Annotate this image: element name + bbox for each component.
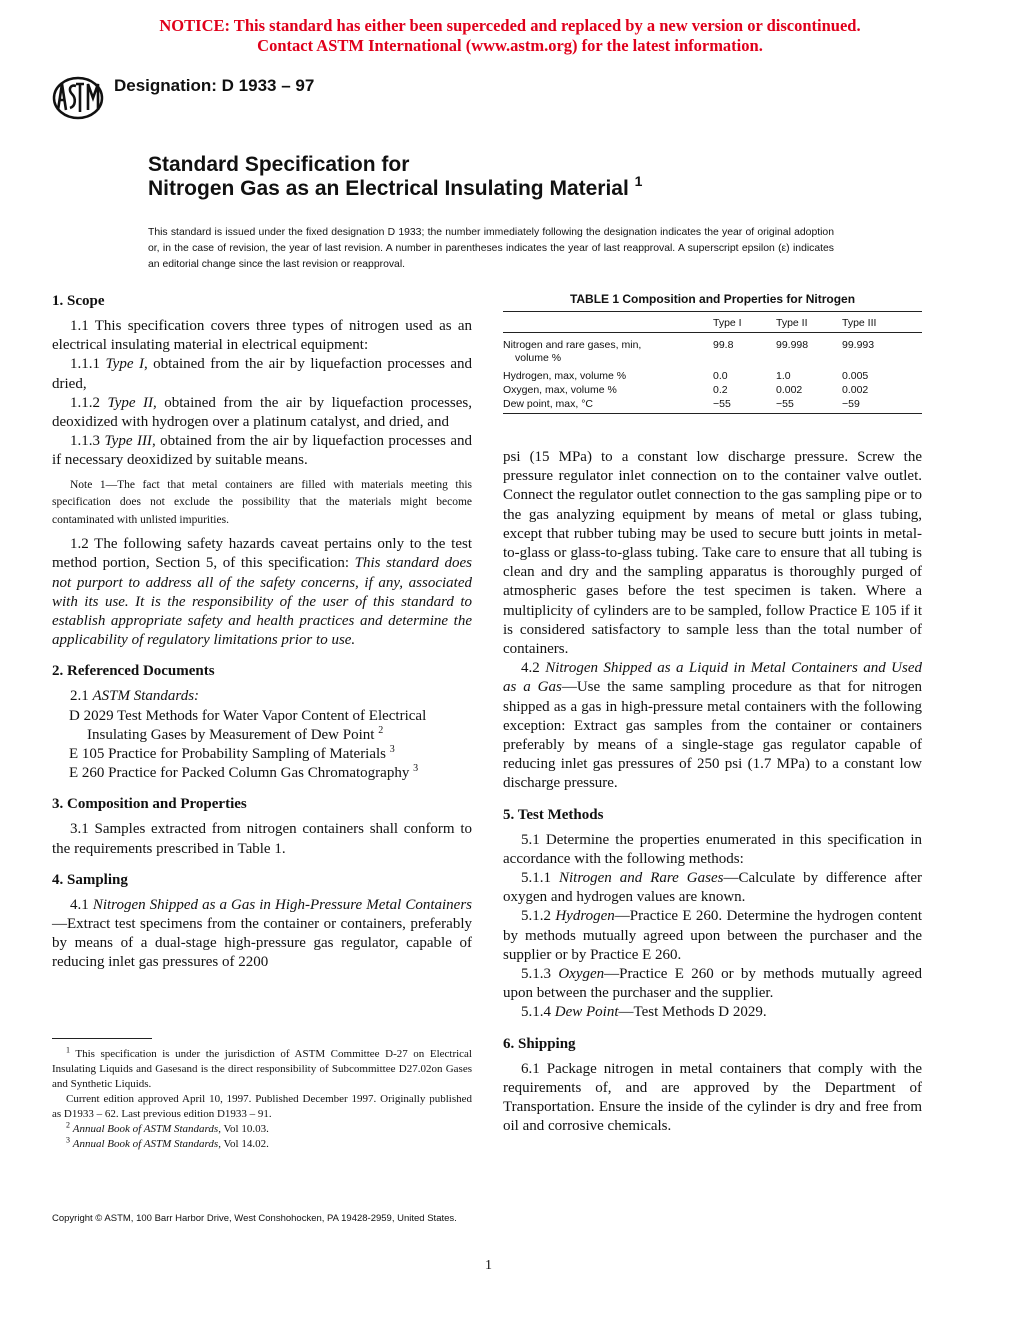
- copyright: Copyright © ASTM, 100 Barr Harbor Drive, West Conshohocken, PA 19428-2959, United States.: [52, 1213, 457, 1224]
- section-3-heading: 3. Composition and Properties: [52, 796, 247, 813]
- issue-note: This standard is issued under the fixed designation D 1933; the number immediately following the designation indicates the year of original adoption or, in the case of revision, the year of last revision. A number in parentheses indicates the year of last reapproval. A superscript epsilon (ε) indicates an editorial change since the last revision or reapproval.: [148, 227, 834, 270]
- cell-type-3: 0.005: [842, 370, 869, 382]
- para-5-1-4: 5.1.4 Dew Point—Test Methods D 2029.: [521, 1004, 767, 1021]
- ref-e105: E 105 Practice for Probability Sampling of Materials $^3$: [69, 743, 395, 762]
- section-4-heading: 4. Sampling: [52, 871, 128, 888]
- table-header-type-3: Type III: [842, 317, 877, 329]
- table-header-row: [503, 312, 922, 332]
- ref-e260: E 260 Practice for Packed Column Gas Chromatography $^3$: [69, 763, 419, 782]
- footnote-divider: [52, 1038, 152, 1039]
- para-1-1-1: 1.1.1 Type I, obtained from the air by liquefaction processes and dried,: [52, 356, 473, 392]
- cell-type-3: 99.993: [842, 339, 875, 351]
- para-4-1-cont: psi (15 MPa) to a constant low discharge pressure. Screw the pressure regulator inlet connection on to the container valve outlet. Connect the regulator outlet connection to the gas sampling pipe or to the gas analyzing equipment by means of metal or glass tubing, except that rubber tubing may be used to secure butt joints in metal-to-glass or glass-to-glass tubing. Take care to ensure that all tubing is clean and dry and the sampling apparatus is thoroughly purged of atmospheric gases before the test specimen is taken. Where a multiplicity of cylinders are to be sampled, follow Practice E 105 if it is considered satisfactory to sample less than the total number of containers.: [503, 449, 922, 658]
- footnote-1: $^1$ This specification is under the jurisdiction of ASTM Committee D-27 on Electrical Insulating Liquids and Gasesand is the direct responsibility of Subcommittee D27.02on Gases and Synthetic Liquids.: [52, 1045, 472, 1090]
- cell-type-1: 0.2: [713, 384, 728, 396]
- row-label: Nitrogen and rare gases, min,: [503, 339, 642, 351]
- para-5-1: 5.1 Determine the properties enumerated in this specification in accordance with the following methods:: [503, 831, 922, 867]
- designation: Designation: D 1933 – 97: [114, 76, 315, 95]
- left-column: [52, 292, 472, 973]
- row-label-cont: volume %: [515, 352, 562, 364]
- note-1: Note 1—The fact that metal containers are filled with materials meeting this specification does not exclude the possibility that the materials might become contaminated with unlisted impurities.: [52, 478, 472, 526]
- cell-type-2: −55: [776, 398, 794, 410]
- section-2-heading: 2. Referenced Documents: [52, 663, 215, 680]
- page-number: 1: [485, 1258, 492, 1273]
- cell-type-1: 99.8: [713, 339, 734, 351]
- footnote-2: $^2$ Annual Book of ASTM Standards, Vol 10.03.: [66, 1120, 269, 1135]
- para-5-1-1: 5.1.1 Nitrogen and Rare Gases—Calculate by difference after oxygen and hydrogen values are known.: [503, 870, 923, 906]
- para-6-1: 6.1 Package nitrogen in metal containers that comply with the requirements of, and are approved by the Department of Transportation. Ensure the inside of the cylinder is dry and free from oil and corrosive chemicals.: [503, 1060, 922, 1135]
- para-4-2: 4.2 Nitrogen Shipped as a Liquid in Metal Containers and Used as a Gas—Use the same sampling procedure as that for nitrogen shipped as a gas in high-pressure metal containers with the following exception: Extract gas samples from the container or containers preferably by means of a single-stage gas regulator capable of reducing inlet gas pressures of 250 psi (1.7 MPa) to a constant low discharge pressure.: [503, 660, 922, 792]
- table-1: [503, 311, 922, 414]
- table-1-title: TABLE 1 Composition and Properties for Nitrogen: [569, 292, 856, 306]
- ref-d2029: D 2029 Test Methods for Water Vapor Content of Electrical Insulating Gases by Measurement of Dew Point $^2$: [69, 707, 427, 743]
- document-title: [148, 153, 642, 201]
- para-2-1: 2.1 ASTM Standards:: [70, 688, 200, 705]
- cell-type-2: 99.998: [776, 339, 809, 351]
- row-label: Hydrogen, max, volume %: [503, 370, 627, 382]
- footnotes: [52, 1047, 472, 1152]
- section-5-heading: 5. Test Methods: [503, 806, 604, 823]
- table-header-type-2: Type II: [776, 317, 808, 329]
- footnote-1-edition: Current edition approved April 10, 1997. Published December 1997. Originally published as D1933 – 62. Last previous edition D1933 – 91.: [52, 1093, 472, 1120]
- cell-type-2: 0.002: [776, 384, 803, 396]
- cell-type-3: 0.002: [842, 384, 869, 396]
- table-row: [503, 384, 922, 398]
- para-5-1-2: 5.1.2 Hydrogen—Practice E 260. Determine the hydrogen content by methods mutually agreed upon between the purchaser and the supplier or by Practice E 260.: [503, 908, 922, 963]
- para-3-1: 3.1 Samples extracted from nitrogen containers shall conform to the requirements prescribed in Table 1.: [52, 821, 472, 857]
- title-line-1: Standard Specification for: [148, 153, 410, 176]
- table-row: [503, 398, 922, 413]
- para-5-1-3: 5.1.3 Oxygen—Practice E 260 or by methods mutually agreed upon between the purchaser and the supplier.: [503, 966, 922, 1002]
- cell-type-1: −55: [713, 398, 731, 410]
- para-1-1-2: 1.1.2 Type II, obtained from the air by liquefaction processes, deoxidized with hydrogen over a platinum catalyst, and dried, and: [52, 394, 473, 431]
- right-column: [503, 448, 922, 1137]
- table-row: [503, 339, 922, 370]
- section-6-heading: 6. Shipping: [503, 1035, 576, 1052]
- table-row: [503, 370, 922, 384]
- title-line-2: Nitrogen Gas as an Electrical Insulating Material $^1$: [148, 173, 643, 200]
- table-header-type-1: Type I: [713, 317, 742, 329]
- para-1-2: 1.2 The following safety hazards caveat pertains only to the test method portion, Section 5, of this specification: This standard does not purport to address all of the safety concerns, if any, associated with its use. It is the responsibility of the user of this standard to establish appropriate safety and health practices and determine the applicability of regulatory limitations prior to use.: [52, 536, 472, 649]
- cell-type-1: 0.0: [713, 370, 728, 382]
- astm-logo: [52, 76, 104, 120]
- notice-line-1: NOTICE: This standard has either been superceded and replaced by a new version or discontinued.: [159, 16, 861, 35]
- cell-type-3: −59: [842, 398, 860, 410]
- row-label: Oxygen, max, volume %: [503, 384, 617, 396]
- para-1-1: 1.1 This specification covers three types of nitrogen used as an electrical insulating material in electrical equipment:: [52, 318, 472, 354]
- notice-line-2: Contact ASTM International (www.astm.org) for the latest information.: [257, 36, 763, 55]
- para-4-1-start: 4.1 Nitrogen Shipped as a Gas in High-Pressure Metal Containers—Extract test specimens from the container or containers, preferably by means of a dual-stage high-pressure gas regulator, capable of reducing inlet gas pressures of 2200: [52, 896, 473, 971]
- footnote-3: $^3$ Annual Book of ASTM Standards, Vol 14.02.: [66, 1135, 269, 1150]
- section-1-heading: 1. Scope: [52, 293, 105, 309]
- cell-type-2: 1.0: [776, 370, 791, 382]
- row-label: Dew point, max, °C: [503, 398, 593, 410]
- para-1-1-3: 1.1.3 Type III, obtained from the air by liquefaction processes and if necessary deoxidized by suitable means.: [52, 433, 473, 469]
